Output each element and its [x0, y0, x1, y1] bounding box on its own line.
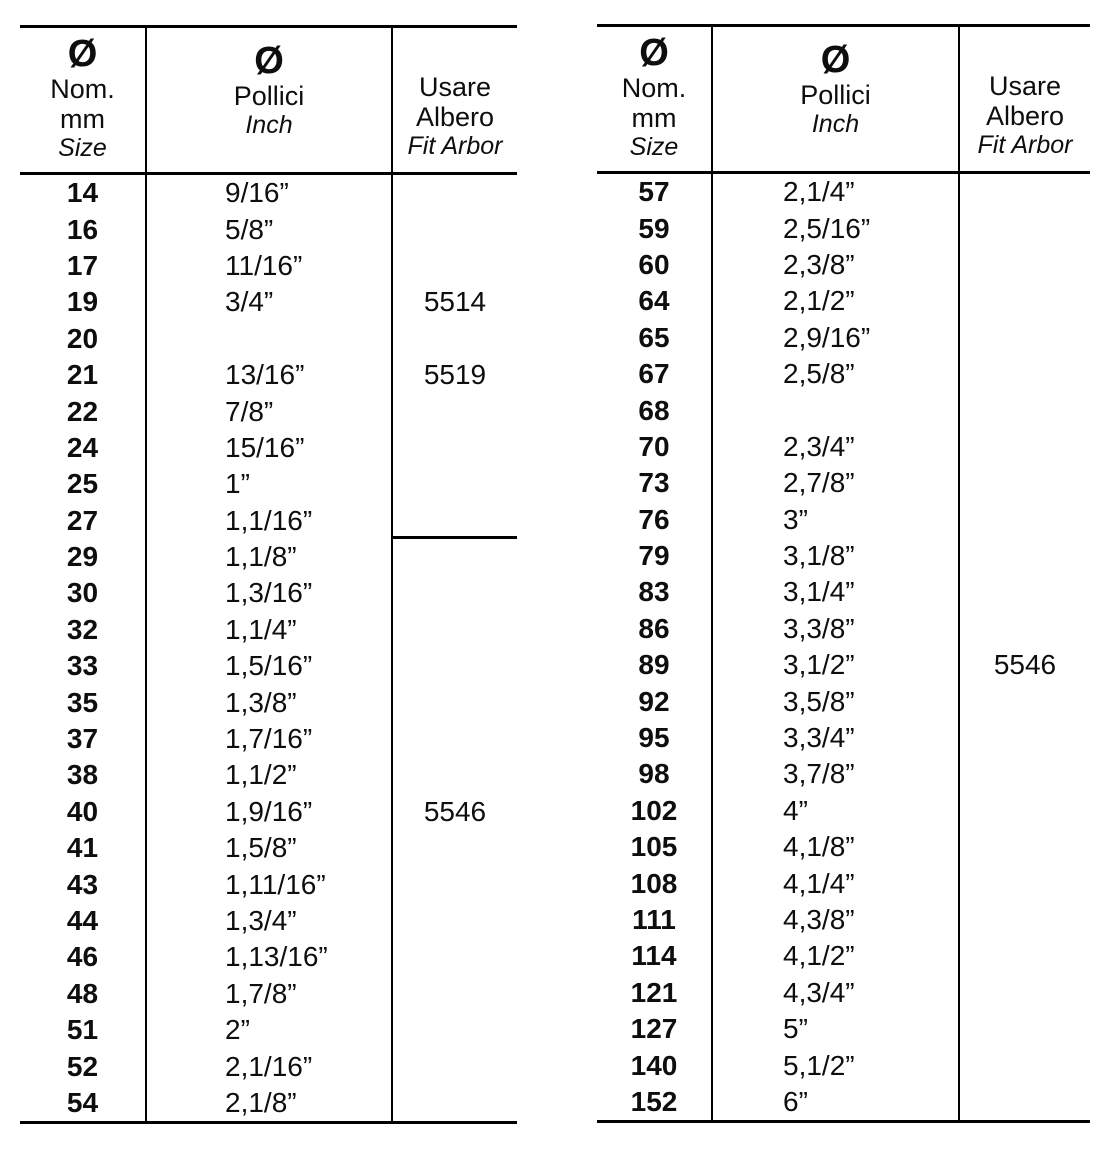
mm-size-cell: 33 [20, 648, 147, 684]
header-albero-label: Albero [415, 102, 495, 132]
inch-size-cell: 7/8” [147, 393, 393, 429]
arbor-fit-cell [960, 502, 1090, 538]
mm-size-cell: 140 [597, 1047, 713, 1083]
arbor-fit-cell [393, 721, 517, 757]
header-mm-label: mm [631, 103, 677, 133]
mm-size-cell: 21 [20, 357, 147, 393]
header-nom-label: Nom. [50, 74, 115, 104]
arbor-fit-cell [960, 1047, 1090, 1083]
mm-size-cell: 83 [597, 574, 713, 610]
arbor-fit-cell [393, 175, 517, 211]
arbor-fit-cell [960, 429, 1090, 465]
arbor-fit-cell [393, 575, 517, 611]
arbor-fit-cell [393, 830, 517, 866]
left-header-mm [20, 28, 147, 175]
arbor-fit-cell [960, 902, 1090, 938]
inch-size-cell: 13/16” [147, 357, 393, 393]
arbor-fit-cell [393, 211, 517, 247]
mm-size-cell: 68 [597, 392, 713, 428]
arbor-fit-cell [960, 756, 1090, 792]
mm-size-cell: 37 [20, 721, 147, 757]
inch-size-cell: 2” [147, 1012, 393, 1048]
inch-size-cell: 1,7/16” [147, 721, 393, 757]
mm-size-cell: 111 [597, 902, 713, 938]
inch-size-cell: 1,1/16” [147, 503, 393, 539]
inch-size-cell: 3,3/8” [713, 611, 960, 647]
mm-size-cell: 54 [20, 1085, 147, 1121]
inch-size-cell: 3,3/4” [713, 720, 960, 756]
mm-size-cell: 38 [20, 757, 147, 793]
inch-size-cell: 2,1/8” [147, 1085, 393, 1121]
header-usare-label: Usare [418, 72, 492, 102]
arbor-fit-cell [393, 539, 517, 575]
mm-size-cell: 22 [20, 393, 147, 429]
arbor-fit-cell: 5519 [423, 359, 487, 391]
arbor-fit-cell [960, 574, 1090, 610]
mm-size-cell: 76 [597, 502, 713, 538]
mm-size-cell: 14 [20, 175, 147, 211]
mm-size-cell: 105 [597, 829, 713, 865]
mm-size-cell: 20 [20, 321, 147, 357]
header-mm-label: mm [60, 104, 105, 134]
inch-size-cell: 3/4” [147, 284, 393, 320]
mm-size-cell: 32 [20, 612, 147, 648]
header-pollici-label: Pollici [233, 81, 305, 111]
left-header-inch [147, 28, 393, 175]
inch-size-cell: 4,3/8” [713, 902, 960, 938]
arbor-fit-cell [393, 1048, 517, 1084]
inch-size-cell [713, 392, 960, 428]
arbor-fit-cell [960, 356, 1090, 392]
arbor-fit-cell [960, 683, 1090, 719]
mm-size-cell: 16 [20, 211, 147, 247]
mm-size-cell: 46 [20, 939, 147, 975]
mm-size-cell: 52 [20, 1048, 147, 1084]
inch-size-cell: 6” [713, 1084, 960, 1120]
mm-size-cell: 40 [20, 794, 147, 830]
right-header-inch [713, 27, 960, 174]
inch-size-cell: 2,5/16” [713, 210, 960, 246]
right-header-arbor [960, 27, 1090, 174]
inch-size-cell: 2,7/8” [713, 465, 960, 501]
arbor-fit-cell: 5514 [423, 286, 487, 318]
right-size-table [597, 24, 1090, 1123]
mm-size-cell: 98 [597, 756, 713, 792]
arbor-fit-cell [960, 829, 1090, 865]
mm-size-cell: 102 [597, 793, 713, 829]
mm-size-cell: 64 [597, 283, 713, 319]
inch-size-cell: 1,1/4” [147, 612, 393, 648]
header-nom-label: Nom. [621, 73, 687, 103]
inch-size-cell: 2,1/16” [147, 1048, 393, 1084]
inch-size-cell [147, 321, 393, 357]
diameter-symbol: Ø [639, 32, 669, 74]
mm-size-cell: 114 [597, 938, 713, 974]
inch-size-cell: 1” [147, 466, 393, 502]
inch-size-cell: 4,1/2” [713, 938, 960, 974]
header-fit-arbor-label: Fit Arbor [407, 132, 503, 160]
inch-size-cell: 2,1/2” [713, 283, 960, 319]
mm-size-cell: 79 [597, 538, 713, 574]
inch-size-cell: 3,1/2” [713, 647, 960, 683]
arbor-fit-cell [393, 976, 517, 1012]
arbor-fit-cell [960, 975, 1090, 1011]
inch-size-cell: 1,7/8” [147, 976, 393, 1012]
inch-size-cell: 3,5/8” [713, 683, 960, 719]
mm-size-cell: 24 [20, 430, 147, 466]
inch-size-cell: 11/16” [147, 248, 393, 284]
left-size-table [20, 25, 517, 1124]
arbor-fit-cell: 5546 [423, 795, 487, 827]
arbor-fit-cell [393, 430, 517, 466]
arbor-fit-cell [960, 865, 1090, 901]
mm-size-cell: 73 [597, 465, 713, 501]
inch-size-cell: 2,9/16” [713, 320, 960, 356]
mm-size-cell: 57 [597, 174, 713, 210]
mm-size-cell: 67 [597, 356, 713, 392]
arbor-fit-cell [960, 938, 1090, 974]
arbor-fit-cell [393, 503, 517, 539]
header-size-label: Size [58, 134, 107, 162]
diameter-symbol: Ø [254, 40, 284, 82]
inch-size-cell: 4,3/4” [713, 975, 960, 1011]
arbor-fit-cell [960, 392, 1090, 428]
header-inch-label: Inch [245, 111, 293, 139]
mm-size-cell: 29 [20, 539, 147, 575]
inch-size-cell: 1,1/8” [147, 539, 393, 575]
inch-size-cell: 2,3/4” [713, 429, 960, 465]
inch-size-cell: 2,1/4” [713, 174, 960, 210]
header-size-label: Size [629, 133, 679, 161]
arbor-fit-cell [960, 1011, 1090, 1047]
arbor-fit-cell [960, 210, 1090, 246]
mm-size-cell: 59 [597, 210, 713, 246]
arbor-fit-cell [393, 684, 517, 720]
mm-size-cell: 27 [20, 503, 147, 539]
inch-size-cell: 1,13/16” [147, 939, 393, 975]
header-inch-label: Inch [811, 110, 860, 138]
arbor-fit-cell [960, 320, 1090, 356]
inch-size-cell: 5/8” [147, 211, 393, 247]
diameter-symbol: Ø [820, 39, 851, 81]
arbor-fit-cell [960, 720, 1090, 756]
mm-size-cell: 25 [20, 466, 147, 502]
arbor-fit-cell: 5546 [993, 649, 1057, 681]
inch-size-cell: 1,5/16” [147, 648, 393, 684]
left-header-arbor [393, 28, 517, 175]
header-albero-label: Albero [985, 101, 1065, 131]
inch-size-cell: 2,3/8” [713, 247, 960, 283]
arbor-fit-cell [393, 321, 517, 357]
mm-size-cell: 86 [597, 611, 713, 647]
inch-size-cell: 15/16” [147, 430, 393, 466]
mm-size-cell: 19 [20, 284, 147, 320]
arbor-fit-cell [960, 174, 1090, 210]
mm-size-cell: 48 [20, 976, 147, 1012]
arbor-fit-cell [393, 939, 517, 975]
mm-size-cell: 60 [597, 247, 713, 283]
arbor-fit-cell [393, 466, 517, 502]
mm-size-cell: 51 [20, 1012, 147, 1048]
inch-size-cell: 2,5/8” [713, 356, 960, 392]
mm-size-cell: 43 [20, 866, 147, 902]
inch-size-cell: 1,3/4” [147, 903, 393, 939]
mm-size-cell: 108 [597, 865, 713, 901]
mm-size-cell: 95 [597, 720, 713, 756]
inch-size-cell: 3,7/8” [713, 756, 960, 792]
inch-size-cell: 3” [713, 502, 960, 538]
arbor-fit-cell [960, 465, 1090, 501]
arbor-fit-cell [393, 393, 517, 429]
arbor-fit-cell [393, 248, 517, 284]
inch-size-cell: 1,3/8” [147, 684, 393, 720]
arbor-fit-cell [393, 1012, 517, 1048]
arbor-fit-cell [393, 648, 517, 684]
inch-size-cell: 1,1/2” [147, 757, 393, 793]
arbor-fit-cell [960, 611, 1090, 647]
arbor-fit-cell [393, 612, 517, 648]
inch-size-cell: 3,1/4” [713, 574, 960, 610]
mm-size-cell: 44 [20, 903, 147, 939]
arbor-fit-cell [960, 538, 1090, 574]
right-header-mm [597, 27, 713, 174]
inch-size-cell: 3,1/8” [713, 538, 960, 574]
inch-size-cell: 5” [713, 1011, 960, 1047]
mm-size-cell: 70 [597, 429, 713, 465]
inch-size-cell: 9/16” [147, 175, 393, 211]
mm-size-cell: 152 [597, 1084, 713, 1120]
mm-size-cell: 35 [20, 684, 147, 720]
mm-size-cell: 89 [597, 647, 713, 683]
diameter-symbol: Ø [67, 33, 98, 75]
inch-size-cell: 1,5/8” [147, 830, 393, 866]
arbor-fit-cell [960, 793, 1090, 829]
arbor-fit-cell [960, 283, 1090, 319]
arbor-fit-cell [393, 1085, 517, 1121]
mm-size-cell: 65 [597, 320, 713, 356]
inch-size-cell: 1,9/16” [147, 794, 393, 830]
arbor-fit-cell [393, 757, 517, 793]
mm-size-cell: 121 [597, 975, 713, 1011]
arbor-fit-cell [960, 247, 1090, 283]
inch-size-cell: 5,1/2” [713, 1047, 960, 1083]
header-usare-label: Usare [988, 71, 1062, 101]
mm-size-cell: 127 [597, 1011, 713, 1047]
header-fit-arbor-label: Fit Arbor [977, 131, 1073, 159]
arbor-fit-cell [960, 1084, 1090, 1120]
inch-size-cell: 1,11/16” [147, 866, 393, 902]
mm-size-cell: 41 [20, 830, 147, 866]
inch-size-cell: 1,3/16” [147, 575, 393, 611]
inch-size-cell: 4,1/8” [713, 829, 960, 865]
inch-size-cell: 4,1/4” [713, 865, 960, 901]
mm-size-cell: 17 [20, 248, 147, 284]
header-pollici-label: Pollici [800, 80, 871, 110]
arbor-fit-cell [393, 903, 517, 939]
arbor-fit-cell [393, 866, 517, 902]
mm-size-cell: 30 [20, 575, 147, 611]
mm-size-cell: 92 [597, 683, 713, 719]
inch-size-cell: 4” [713, 793, 960, 829]
